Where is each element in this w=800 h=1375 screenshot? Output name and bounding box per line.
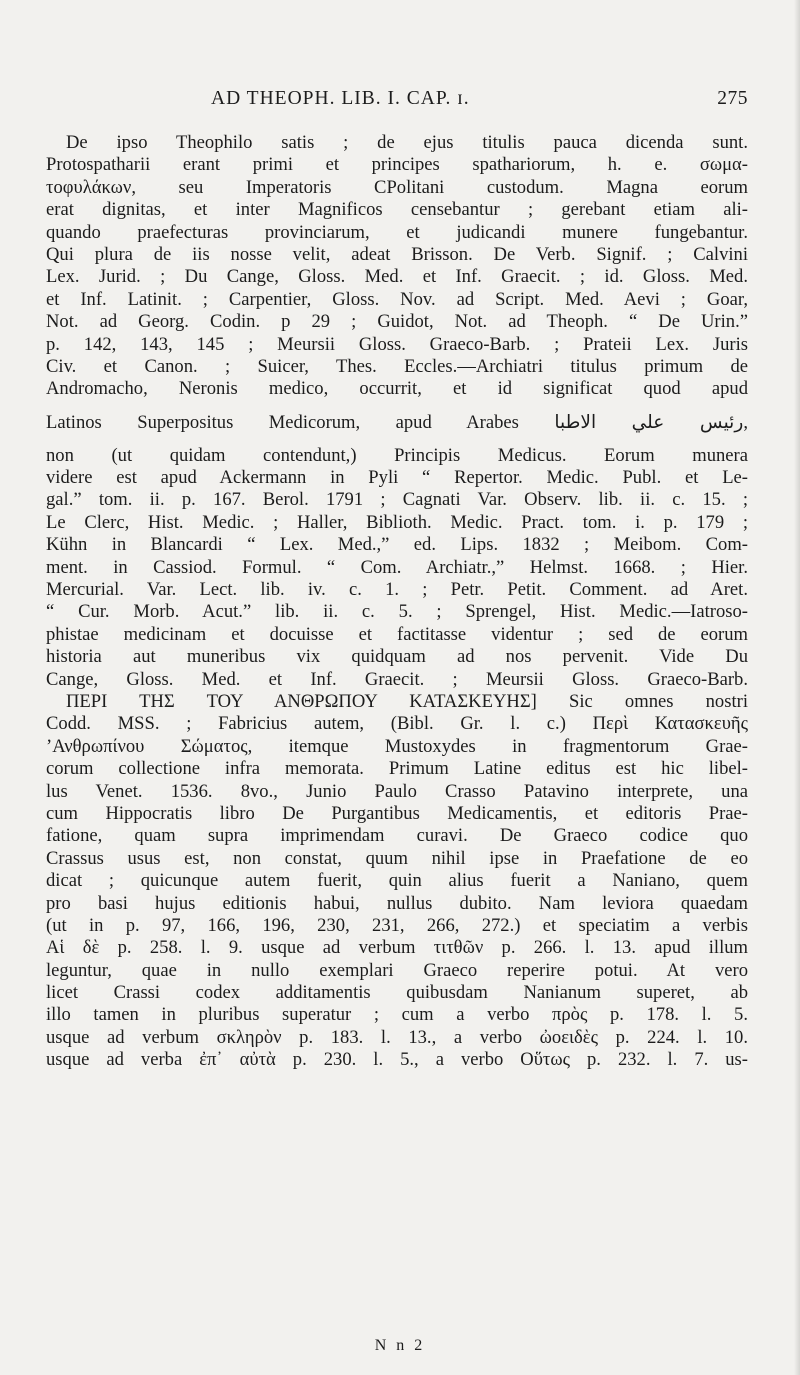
text-line: usque ad verba ἐπ᾽ αὐτὰ p. 230. l. 5., a verbo Οὕτως p. 232. l. 7. us- [46, 1049, 748, 1071]
page-edge-shadow [794, 0, 800, 1375]
text-line: Not. ad Georg. Codin. p 29 ; Guidot, Not. ad Theoph. “ De Urin.” [46, 311, 748, 333]
text-line: historia aut muneribus vix quidquam ad nos pervenit. Vide Du [46, 646, 748, 668]
text-line: dicat ; quicunque autem fuerit, quin alius fuerit a Naniano, quem [46, 870, 748, 892]
text-line: et Inf. Latinit. ; Carpentier, Gloss. Nov. ad Script. Med. Aevi ; Goar, [46, 288, 748, 310]
text-line: corum collectione infra memorata. Primum Latine editus est hic libel- [46, 758, 748, 780]
text-line: quando praefecturas provinciarum, et judicandi munere fungebantur. [46, 221, 748, 243]
text-line: non (ut quidam contendunt,) Principis Medicus. Eorum munera [46, 444, 748, 466]
text-line: phistae medicinam et docuisse et factitasse videntur ; sed de eorum [46, 623, 748, 645]
text-line: ΠΕΡΙ ΤΗΣ ΤΟΥ ΑΝΘΡΩΠΟΥ ΚΑΤΑΣΚΕΥΗΣ] Sic omnes nostri [66, 690, 748, 712]
signature-mark: N n 2 [374, 1337, 426, 1354]
text-line: pro basi hujus editionis habui, nullus dubito. Nam leviora quaedam [46, 892, 748, 914]
text-line: ’Ανθρωπίνου Σώματος, itemque Mustoxydes in fragmentorum Grae- [46, 735, 748, 757]
text-line: Codd. MSS. ; Fabricius autem, (Bibl. Gr. l. c.) Περὶ Κατασκευῆς [46, 713, 748, 735]
text-line: (ut in p. 97, 166, 196, 230, 231, 266, 272.) et speciatim a verbis [46, 914, 748, 936]
text-line: Lex. Jurid. ; Du Cange, Gloss. Med. et Inf. Graecit. ; id. Gloss. Med. [46, 266, 748, 288]
text-line: erat dignitas, et inter Magnificos censebantur ; gerebant etiam ali- [46, 199, 748, 221]
body-text [46, 132, 748, 1072]
text-line: Cange, Gloss. Med. et Inf. Graecit. ; Meursii Gloss. Graeco-Barb. [46, 668, 748, 690]
page-number: 275 [717, 88, 748, 109]
text-line: τοφυλάκων, seu Imperatoris CPolitani custodum. Magna eorum [46, 176, 748, 198]
text-line: Protospatharii erant primi et principes spathariorum, h. e. σωμα- [46, 154, 748, 176]
text-line: “ Cur. Morb. Acut.” lib. ii. c. 5. ; Sprengel, Hist. Medic.—Iatroso- [46, 601, 748, 623]
text-line: Αἱ δὲ p. 258. l. 9. usque ad verbum τιτθῶν p. 266. l. 13. apud illum [46, 937, 748, 959]
text-line: Le Clerc, Hist. Medic. ; Haller, Biblioth. Medic. Pract. tom. i. p. 179 ; [46, 511, 748, 533]
text-line: leguntur, quae in nullo exemplari Graeco reperire potui. At vero [46, 959, 748, 981]
text-line: illo tamen in pluribus superatur ; cum a verbo πρὸς p. 178. l. 5. [46, 1004, 748, 1026]
text-line: videre est apud Ackermann in Pyli “ Repertor. Medic. Publ. et Le- [46, 467, 748, 489]
text-line: licet Crassi codex additamentis quibusdam Nanianum superet, ab [46, 982, 748, 1004]
text-line: De ipso Theophilo satis ; de ejus titulis pauca dicenda sunt. [66, 132, 748, 153]
text-line: ment. in Cassiod. Formul. “ Com. Archiatr.,” Helmst. 1668. ; Hier. [46, 556, 748, 578]
text-line-with-arabic: Latinos Superpositus Medicorum, apud Arabes رئيس علي الاطبا, [46, 411, 748, 433]
text-line: p. 142, 143, 145 ; Meursii Gloss. Graeco-Barb. ; Prateii Lex. Juris [46, 333, 748, 355]
text-line: Civ. et Canon. ; Suicer, Thes. Eccles.—Archiatri titulus primum de [46, 355, 748, 377]
text-line: fatione, quam supra imprimendam curavi. De Graeco codice quo [46, 825, 748, 847]
text-line: lus Venet. 1536. 8vo., Junio Paulo Crasso Patavino interprete, una [46, 780, 748, 802]
text-line: usque ad verbum σκληρὸν p. 183. l. 13., a verbo ὠοειδὲς p. 224. l. 10. [46, 1026, 748, 1048]
running-head: AD THEOPH. LIB. I. CAP. ɪ. [211, 88, 470, 109]
text-line: Crassus usus est, non constat, quum nihil ipse in Praefatione de eo [46, 847, 748, 869]
text-line: Mercurial. Var. Lect. lib. iv. c. 1. ; Petr. Petit. Comment. ad Aret. [46, 579, 748, 601]
text-line: Kühn in Blancardi “ Lex. Med.,” ed. Lips. 1832 ; Meibom. Com- [46, 534, 748, 556]
text-line: gal.” tom. ii. p. 167. Berol. 1791 ; Cagnati Var. Observ. lib. ii. c. 15. ; [46, 489, 748, 511]
text-line: Qui plura de iis nosse velit, adeat Brisson. De Verb. Signif. ; Calvini [46, 243, 748, 265]
text-line: Andromacho, Neronis medico, occurrit, et id significat quod apud [46, 378, 748, 400]
text-line: cum Hippocratis libro De Purgantibus Medicamentis, et editoris Prae- [46, 802, 748, 824]
page-header [46, 88, 748, 116]
